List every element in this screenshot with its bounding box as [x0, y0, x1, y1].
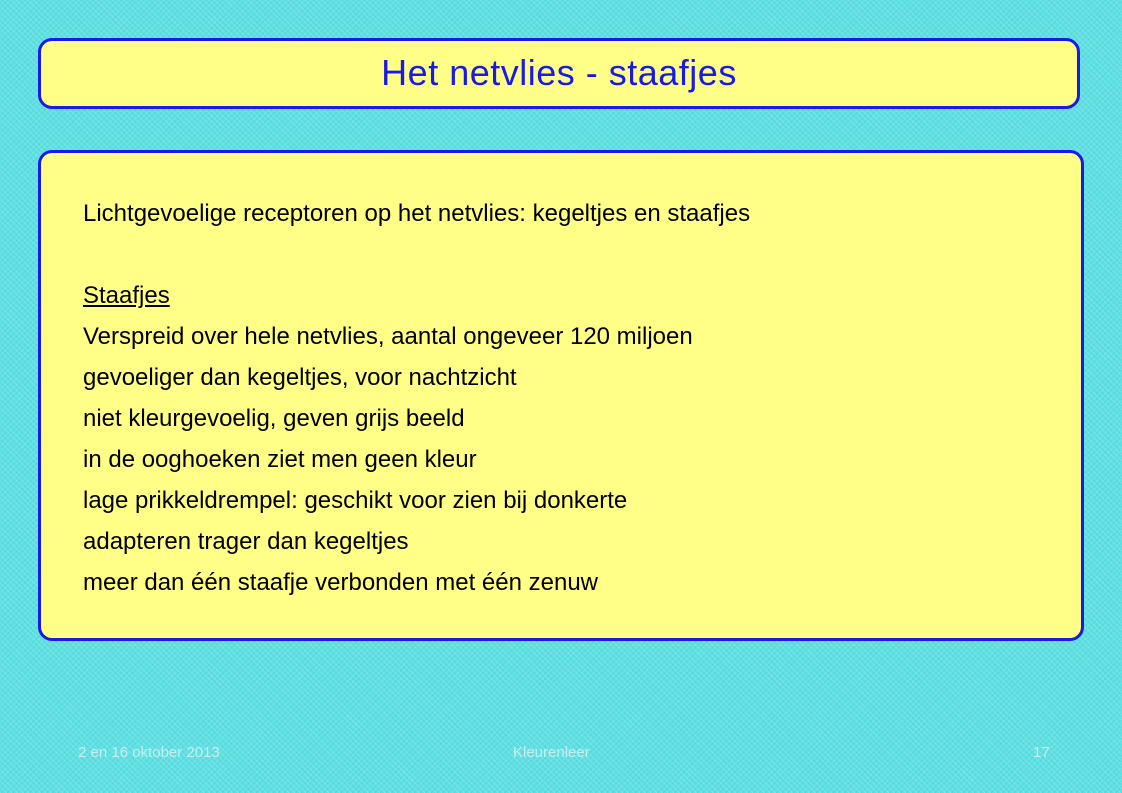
title-box — [38, 38, 1080, 109]
content-box — [38, 150, 1084, 641]
blank-line — [83, 234, 1061, 275]
bullet-line: meer dan één staafje verbonden met één zenuw — [83, 569, 599, 596]
bullet-line: Verspreid over hele netvlies, aantal ongeveer 120 miljoen — [83, 323, 693, 350]
bullet-line: lage prikkeldrempel: geschikt voor zien bij donkerte — [83, 487, 628, 514]
footer-title: Kleurenleer — [513, 744, 590, 761]
slide-title: Het netvlies - staafjes — [381, 51, 737, 93]
footer-date: 2 en 16 oktober 2013 — [78, 744, 220, 761]
bullet-line: adapteren trager dan kegeltjes — [83, 528, 409, 555]
bullet-line: in de ooghoeken ziet men geen kleur — [83, 446, 477, 473]
content-body — [83, 193, 1061, 603]
page-number: 17 — [1033, 744, 1050, 761]
bullet-line: niet kleurgevoelig, geven grijs beeld — [83, 405, 465, 432]
section-heading: Staafjes — [83, 282, 170, 309]
bullet-line: gevoeliger dan kegeltjes, voor nachtzicht — [83, 364, 517, 391]
intro-line: Lichtgevoelige receptoren op het netvlies: kegeltjes en staafjes — [83, 200, 751, 227]
